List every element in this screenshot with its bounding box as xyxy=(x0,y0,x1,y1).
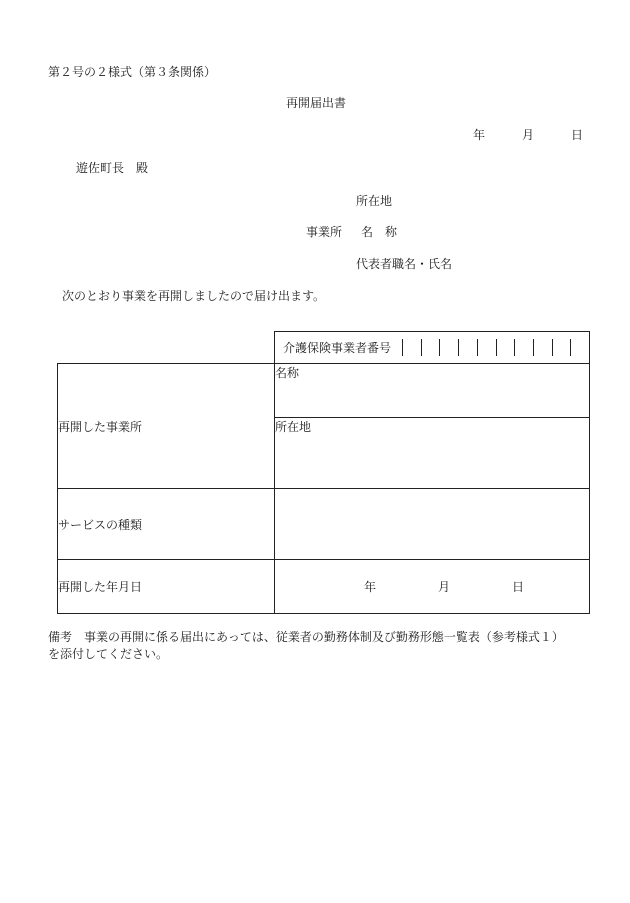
office-name-row xyxy=(58,364,590,418)
insurance-number-row xyxy=(58,332,590,364)
insurance-number-label: 介護保険事業者番号 xyxy=(275,339,403,356)
form-number: 第２号の２様式（第３条関係） xyxy=(48,65,217,79)
date-month-label: 月 xyxy=(522,128,535,142)
reopen-date-month: 月 xyxy=(438,580,451,594)
service-type-row xyxy=(58,489,590,560)
reopened-office-label: 再開した事業所 xyxy=(58,364,275,489)
reopen-date-field[interactable] xyxy=(275,560,590,614)
insurance-number-digit-box[interactable] xyxy=(497,339,516,356)
submitter-office-label: 事業所 xyxy=(306,225,343,239)
blank-cell xyxy=(58,332,275,364)
insurance-number-digit-box[interactable] xyxy=(553,339,572,356)
service-type-label: サービスの種類 xyxy=(58,489,275,560)
insurance-number-digit-box[interactable] xyxy=(534,339,553,356)
reopen-date-label: 再開した年月日 xyxy=(58,560,275,614)
service-type-field[interactable] xyxy=(275,489,590,560)
insurance-number-digit-box[interactable] xyxy=(478,339,497,356)
intro-text: 次のとおり事業を再開しましたので届け出ます。 xyxy=(62,289,326,303)
office-name-field[interactable]: 名称 xyxy=(275,364,590,418)
note-line-1: 備考 事業の再開に係る届出にあっては、従業者の勤務体制及び勤務形態一覧表（参考様式１） xyxy=(48,630,564,644)
insurance-number-digit-box[interactable] xyxy=(515,339,534,356)
insurance-number-digit-box[interactable] xyxy=(440,339,459,356)
submitter-representative-label: 代表者職名・氏名 xyxy=(356,257,453,271)
reopen-date-row xyxy=(58,560,590,614)
insurance-number-digit-box[interactable] xyxy=(403,339,422,356)
date-year-label: 年 xyxy=(473,128,486,142)
reopen-form-table xyxy=(57,331,590,614)
document-title: 再開届出書 xyxy=(286,96,347,110)
insurance-number-digit-box[interactable] xyxy=(571,339,589,356)
office-address-field[interactable]: 所在地 xyxy=(275,418,590,489)
insurance-number-digit-box[interactable] xyxy=(422,339,441,356)
insurance-number-cell xyxy=(275,332,590,364)
addressee: 遊佐町長 殿 xyxy=(76,161,149,175)
insurance-number-digit-box[interactable] xyxy=(459,339,478,356)
reopen-date-day: 日 xyxy=(512,580,525,594)
submitter-name-label: 名 称 xyxy=(361,225,398,239)
note-line-2: を添付してください。 xyxy=(48,647,169,661)
date-day-label: 日 xyxy=(571,128,584,142)
reopen-date-year: 年 xyxy=(364,580,377,594)
submitter-address-label: 所在地 xyxy=(356,194,393,208)
